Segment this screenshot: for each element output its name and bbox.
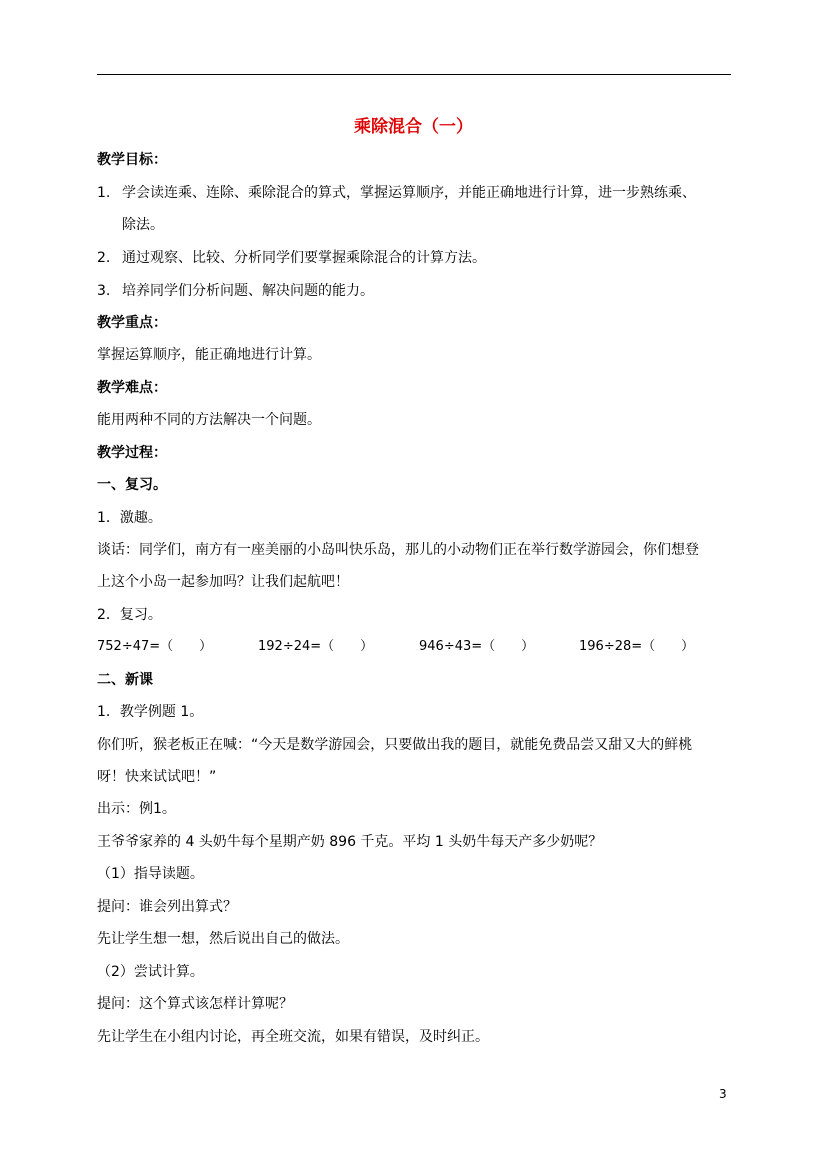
process-heading: 教学过程： (97, 445, 167, 461)
think-text: 先让学生想一想，然后说出自己的做法。 (97, 931, 349, 947)
ask-2: 提问：这个算式该怎样计算呢？ (97, 996, 293, 1012)
problem-text: 王爷爷家养的 4 头奶牛每个星期产奶 896 千克。平均 1 头奶牛每天产多少奶呢？ (97, 834, 603, 850)
goal-2-number: 2. (97, 250, 111, 266)
key-text: 掌握运算顺序，能正确地进行计算。 (97, 347, 321, 363)
goal-1-text: 学会读连乘、连除、乘除混合的算式，掌握运算顺序，并能正确地进行计算，进一步熟练乘、 (122, 185, 696, 201)
difficulty-text: 能用两种不同的方法解决一个问题。 (97, 412, 321, 428)
question-2: （2）尝试计算。 (97, 964, 204, 980)
part1-heading: 一、复习。 (97, 477, 167, 493)
listen-text-continued: 呀！快来试试吧！” (97, 769, 217, 785)
step-1: 1．激趣。 (97, 510, 162, 526)
header-rule (97, 74, 731, 75)
goals-heading: 教学目标： (97, 152, 167, 168)
step-2: 2．复习。 (97, 607, 162, 623)
talk-text: 谈话：同学们，南方有一座美丽的小岛叫快乐岛，那儿的小动物们正在举行数学游园会，你们想登 (97, 542, 699, 558)
exercise-2: 192÷24=（ ） (258, 639, 374, 654)
part2-heading: 二、新课 (97, 672, 153, 688)
new-step-1: 1．教学例题 1。 (97, 704, 204, 720)
goal-1 (97, 183, 696, 203)
goal-2-text: 通过观察、比较、分析同学们要掌握乘除混合的计算方法。 (122, 250, 486, 266)
ask-1: 提问：谁会列出算式？ (97, 899, 237, 915)
difficulty-heading: 教学难点： (97, 380, 167, 396)
goal-3-number: 3. (97, 283, 111, 299)
exercise-1: 752÷47=（ ） (97, 639, 213, 654)
talk-text-continued: 上这个小岛一起参加吗？让我们起航吧！ (97, 574, 349, 590)
page-title: 乘除混合（一） (354, 117, 473, 137)
goal-1-number: 1. (97, 185, 111, 201)
discuss-text: 先让学生在小组内讨论，再全班交流，如果有错误，及时纠正。 (97, 1029, 489, 1045)
key-heading: 教学重点： (97, 315, 167, 331)
goal-3 (97, 281, 374, 301)
goal-2 (97, 248, 486, 268)
exercise-4: 196÷28=（ ） (579, 639, 695, 654)
show-example: 出示：例1。 (97, 801, 176, 817)
goal-1-continued: 除法。 (122, 217, 164, 233)
listen-text: 你们听，猴老板正在喊：“今天是数学游园会，只要做出我的题目，就能免费品尝又甜又大的鲜桃 (97, 737, 693, 753)
question-1: （1）指导读题。 (97, 866, 204, 882)
exercise-3: 946÷43=（ ） (419, 639, 535, 654)
goal-3-text: 培养同学们分析问题、解决问题的能力。 (122, 283, 374, 299)
page-number: 3 (719, 1087, 727, 1101)
